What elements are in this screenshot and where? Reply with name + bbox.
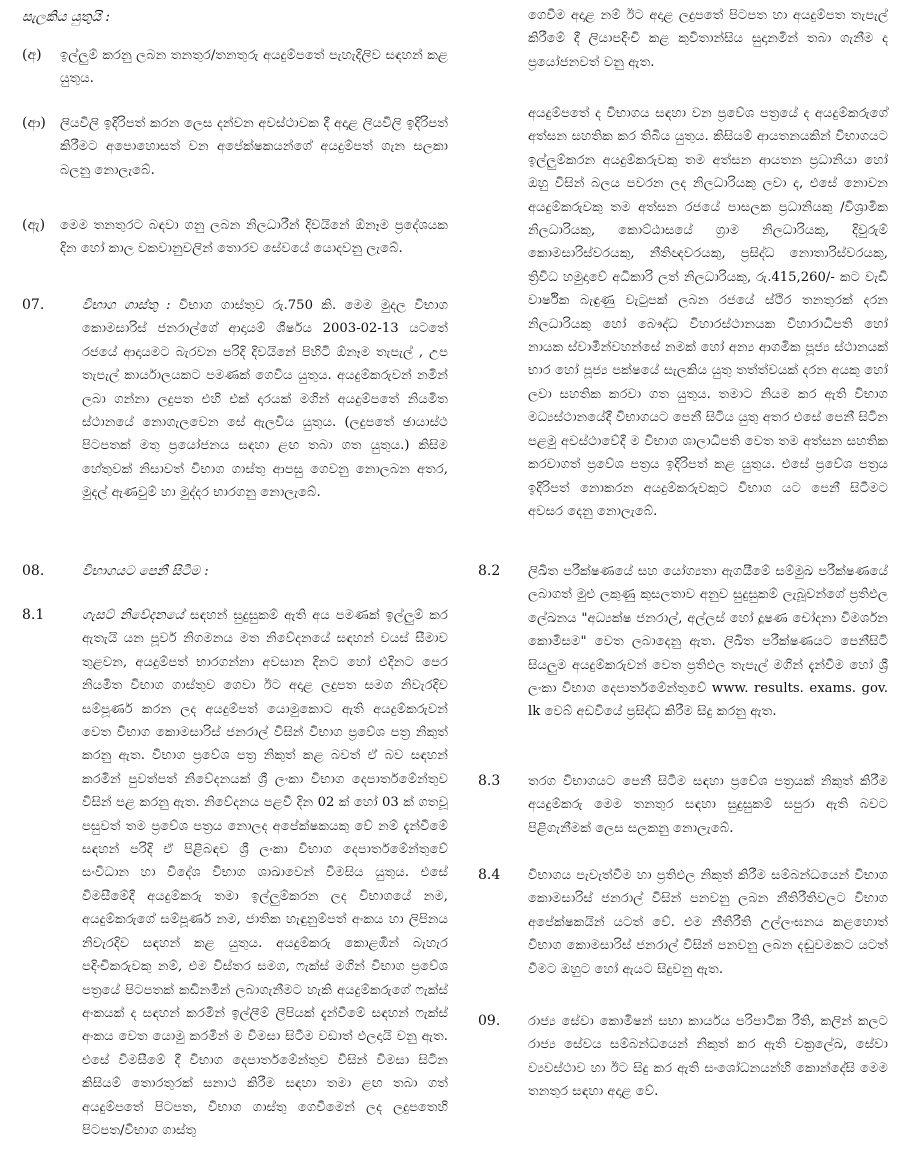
section-body: විභාග ගාස්තුව රු.750 කි. මෙම මුදල විභාග කොමසාරිස් ජනරාල්ගේ ආදායම් ශීර්ෂය 2003-02-13 යටතේ රජයේ ආදායමට බැරවන පරිදි දිවයිනේ පිහිටි ඕනෑම තැපැල් , උප තැපැල් කාර්යාලයකට පමණක් ගෙවිය යුතුය. අයදුම්කරුවන් නමින් ලබා ගන්නා ලදුපත එහි එක් දාරයක් මගින් අයදුම්පතේ නියමිත ස්ථානයේ නොගැලවෙන සේ ඇලවිය යුතුය. (ලදුපතේ ඡායාස්ථ පිටපතක් මතු ප්‍රයෝජනය සඳහා ළඟ තබා ගත යුතුය.) කිසිම හේතුවක් නිසාවත් විභාග ගාස්තු ආපසු ගෙවනු නොලබන අතර, මුදල් ඇණවුම් හා මුද්දර භාරගනු නොලැබේ.	[82, 298, 448, 501]
section-text	[82, 294, 448, 505]
section-text: රාජ්‍ය සේවා කොමිෂන් සභා කාර්යය පරිපාටික රීති, කලින් කලට රාජ්‍ය සේවය සම්බන්ධයෙන් නිකුත් කර ඇති චක්‍රලේඛ, සේවා ව්‍යවස්ථාව හා ඊට සිදු කර ඇති සංශෝධනයන්හි කොන්දේසි මෙම තනතුර සඳහා අදාළ වේ.	[528, 1014, 888, 1100]
section-number: 8.3	[478, 773, 501, 789]
section-text: තරග විභාගයට පෙනී සිටීම සඳහා ප්‍රවේශ පත්‍රයක් නිකුත් කිරීම අයදුම්කරු මෙම තනතුර සඳහා සුදුසුකම් සපුරා ඇති බවට පිළිගැනීමක් ලෙස සලකනු නොලැබේ.	[528, 774, 888, 836]
section-text: අයදුම්පතේ ද විභාගය සඳහා වන ප්‍රවේශ පත්‍රයේ ද අයදුම්කරුගේ අත්සන සහතික කර තිබිය යුතුය. කිසියම් ආයතනයකින් විභාගයට ඉල්ලුම්කරන අයදුම්කරුවකු තම අත්සන ආයතන ප්‍රධානියා හෝ ඔහු විසින් බලය පවරන ලද නිලධාරියකු ලවා ද, එසේ නොවන අයදුම්කරුවකු තම අත්සන රජයේ පාසලක ප්‍රධානියකු /විශ්‍රාමික නිලධාරියකු, කොට්ඨාසයේ ග්‍රාම නිලධාරියකු, දිවුරුම් කොමසාරිස්වරයකු, නීතිඥවරයකු, ප්‍රසිද්ධ නොතාරිස්වරයකු, ත්‍රිවිධ හමුදාවේ අධිකාරි ලත් නිලධාරියකු, රු.415,260/- කට වැඩි වාර්ෂික බැඳුණු වැටුපක් ලබන රජයේ ස්ථිර තනතුරක් දරන නිලධාරියකු හෝ බෞද්ධ විහාරස්ථානයක විහාරාධිපති හෝ නායක ස්වාමීන්වහන්සේ නමක් හෝ අන්‍ය ආගමික පූජ්‍ය ස්ථානයක් භාර හෝ පූජ්‍ය පක්ෂයේ සැලකිය යුතු තත්ත්වයක් දරන අයකු හෝ ලවා සහතික කරවා ගත යුතුය. තමාට නියම කර ඇති විභාග මධ්‍යස්ථානයේදී විභාගයට පෙනී සිටිය යුතු අතර එසේ පෙනී සිටින පළමු අවස්ථාවේදී ම විභාග ශාලාධිපති වෙත තම අත්සන සහතික කරවාගත් ප්‍රවේශ පත්‍රය ඉදිරිපත් කළ යුතුය. එසේ ප්‍රවේශ පත්‍රය ඉදිරිපත් නොකරන අයදුම්කරුවකුට විභාග යට පෙනී සිටීමට අවසර දෙනු නොලැබේ.	[528, 106, 888, 519]
section-body: සඳහන් සුදුසුකම් ඇති අය පමණක් ඉල්ලුම් කර ඇතැයි යන පූර්ව නිගමනය මත නිවේදනයේ සඳහන් වයස් සීමාව තුළවන, අයදුම්පත් භාරගන්නා අවසාන දිනට හෝ එදිනට පෙර නියමිත විභාග ගාස්තුව ගෙවා ඊට අදාළ ලදුපත සමග නිවැරදිව සම්පූර්ණ කරන ලද අයදුම්පත් යොමුකොට ඇති අයදුම්කරුවන් වෙත විභාග කොමසාරිස් ජනරාල් විසින් විභාග ප්‍රවේශ පත්‍ර නිකුත් කරනු ඇත. විභාග ප්‍රවේශ පත්‍ර නිකුත් කළ බවත් ඒ බව සඳහන් කරමින් පුවත්පත් නිවේදනයක් ශ්‍රී ලංකා විභාග දෙපාර්තමේන්තුව විසින් පළ කරනු ඇත. නිවේදනය පළවී දින 02 ක් හෝ 03 ක් ගතවූ පසුවත් තම ප්‍රවේශ පත්‍රය නොලද අපේක්ෂකයකු වේ නම් දැන්වීමේ සඳහන් පරිදි ඒ පිළිබඳව ශ්‍රී ලංකා විභාග දෙපාර්තමේන්තුවේ සංවිධාන හා විදේශ විභාග ශාඛාවෙන් විමසිය යුතුය. එසේ විමසීමේදී අයදුම්කරු තමා ඉල්ලුම්කරන ලද විභාගයේ නම, අයදුම්කරුගේ සම්පූර්ණ නම, ජාතික හැඳුනුම්පත් අංකය හා ලිපිනය නිවැරදිව සඳහන් කළ යුතුය. අයදුම්කරු කොළඹින් බැහැර පදිංචිකරුවකු නම්, එම විස්තර සමග, ෆැක්ස් මගින් විභාග ප්‍රවේශ පත්‍රයේ පිටපතක් කඩිනමින් ලබාගැනීමට හැකි අයදුම්කරුගේ ෆැක්ස් අංකයක් ද සඳහන් කරමින් ඉල්ලීම් ලිපියක් දැන්වීමේ සඳහන් ෆැක්ස් අංකය වෙත යොමු කරමින් ම විමසා සිටීම වඩාත් ඵලදායි වනු ඇත. එසේ විමසීමේ දී විභාග දෙපාර්තමේන්තුව විසින් විමසා සිටින කිසියම් තොරතුරක් සනාථ කිරීම සඳහා තමා ළඟ තබා ගත් අයදුම්පතේ පිටපත, විභාග ගාස්තු ගෙවීමෙන් ලද ලදුපතෙහි පිටපත/විභාග ගාස්තු	[82, 608, 448, 1138]
section-label: විභාගයට පෙනී සිටීම :	[82, 564, 209, 579]
clause-number: (ඇ)	[22, 217, 46, 233]
section-text: විභාගය පැවැත්වීම හා ප්‍රතිඵල නිකුත් කිරීම සම්බන්ධයෙන් විභාග කොමසාරිස් ජනරාල් විසින් පනවනු ලබන නීතිරීතිවලට විභාග අපේක්ෂකයින් යටත් වේ. එම නීතිරීති උල්ලංඝනය කළහොත් විභාග කොමසාරිස් ජනරාල් විසින් පනවනු ලබන දඬුවමකට යටත් වීමට ඔහුට හෝ ඇයට සිදුවනු ඇත.	[528, 868, 888, 977]
clause-text: ඉල්ලුම් කරනු ලබන තනතුර/තනතුරු අයදුම්පතේ පැහැදිලිව සඳහන් කළ යුතුය.	[60, 48, 448, 87]
section-text: ගෙවීම අදාළ නම් ඊට අදාළ ලදුපතේ පිටපත හා අයදුම්පත තැපැල් කිරීමේ දී ලියාපදිංචි කළ කුවිතාන්සිය සුදානමින් තබා ගැනීම ද ප්‍රයෝජනවත් වනු ඇත.	[528, 8, 888, 70]
clause-number: (ආ)	[22, 115, 46, 131]
section-text	[82, 604, 448, 1142]
section-number: 8.2	[478, 563, 501, 579]
section-number: 08.	[22, 563, 45, 579]
notice-heading: සැලකිය යුතුයි :	[22, 9, 110, 25]
section-label: ගැසට් නිවේදනයේ	[82, 608, 185, 623]
section-number: 8.4	[478, 867, 501, 883]
section-number: 8.1	[22, 607, 45, 623]
section-text: ලිඛිත පරීක්ෂණයේ සහ යෝග්‍යතා ඇගයීමේ සම්මුඛ පරීක්ෂණයේ ලබාගත් මුළු ලකුණු කුසලතාව අනුව සුදුසුකම් ලැබූවන්ගේ ප්‍රතිඵල ලේඛනය "අධ්‍යක්ෂ ජනරාල්, අල්ලස් හෝ දූෂණ චෝදනා විමර්ශන කොමිසම" වෙත ලබාදෙනු ඇත. ලිඛිත පරීක්ෂණයට පෙනීසිටි සියලුම අයදුම්කරුවන් වෙත ප්‍රතිඵල තැපැල් මගින් දැන්වීම හෝ ශ්‍රී ලංකා විභාග දෙපාර්තමේන්තුවේ www. results. exams. gov. lk වෙබ් අඩවියේ ප්‍රසිද්ධ කිරීම සිදු කරනු ඇත.	[528, 564, 888, 720]
section-label: විභාග ගාස්තු :	[82, 298, 171, 313]
clause-text: ලියවිලි ඉදිරිපත් කරන ලෙස දන්වන අවස්ථාවක දී අදාළ ලියවිලි ඉදිරිපත් කිරීමට අපොහොසත් වන අපේක්ෂකයන්ගේ අයදුම්පත් ගැන සලකා බලනු නොලැබේ.	[60, 116, 448, 178]
section-number: 07.	[22, 297, 45, 313]
section-text	[82, 560, 448, 583]
section-number: 09.	[478, 1013, 501, 1029]
clause-number: (අ)	[22, 47, 42, 63]
clause-text: මෙම තනතුරට බඳවා ගනු ලබන නිලධාරීන් දිවයිනේ ඕනෑම ප්‍රදේශයක දින හෝ කාල වකවානුවලින් තොරව සේවයේ යොදවනු ලැබේ.	[60, 218, 448, 257]
